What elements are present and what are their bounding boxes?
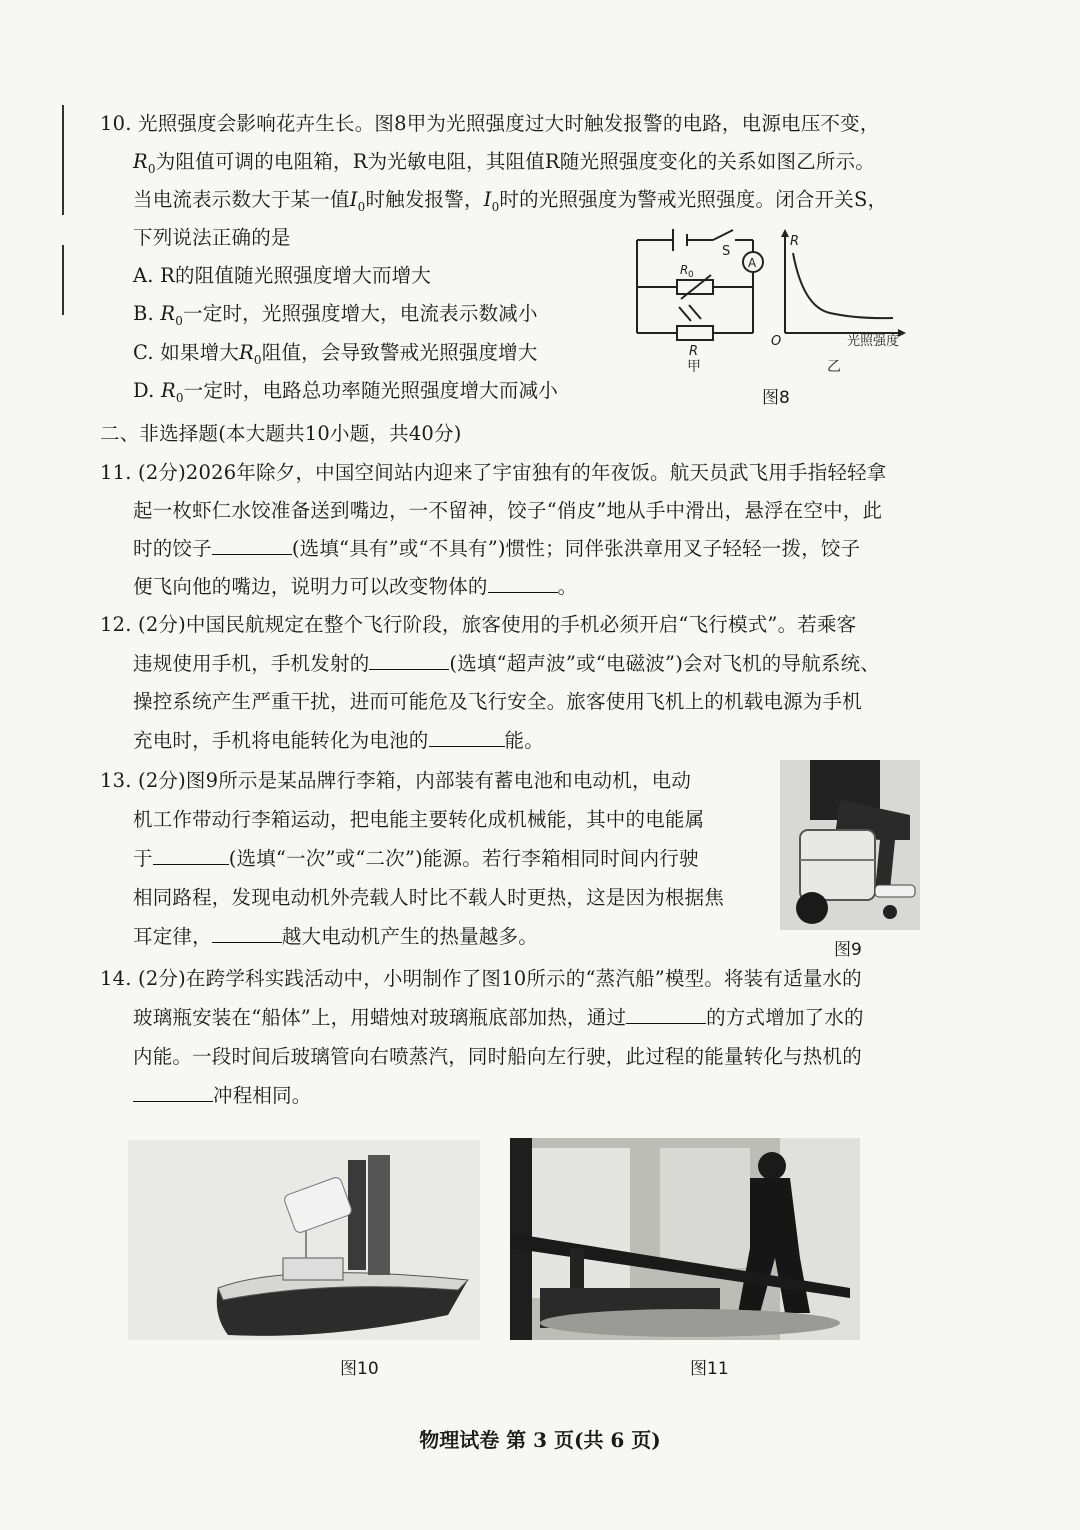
q11-line-3 bbox=[133, 533, 860, 561]
subscript-0: 0 bbox=[357, 199, 366, 214]
answer-blank[interactable] bbox=[212, 941, 282, 943]
q13-line-1: 13. (2分)图9所示是某品牌行李箱，内部装有蓄电池和电动机，电动 bbox=[100, 769, 692, 792]
q10-line-3-part-a: 当电流表示数大于某一值 bbox=[133, 188, 350, 211]
q10-line-2 bbox=[133, 146, 875, 176]
q13-line-3-part-b: (选填“一次”或“二次”)能源。若行李箱相同时间内行驶 bbox=[228, 847, 699, 870]
q10-line-3-part-c: 时的光照强度为警戒光照强度。闭合开关S， bbox=[499, 188, 888, 211]
subscript-0: 0 bbox=[491, 199, 500, 214]
subscript-0: 0 bbox=[175, 313, 184, 328]
graph-curve bbox=[793, 253, 893, 318]
q14-line-4-text: 冲程相同。 bbox=[213, 1084, 312, 1107]
section-2-heading: 二、非选择题(本大题共10小题，共40分) bbox=[100, 422, 462, 445]
r0-label-subscript: 0 bbox=[688, 270, 694, 280]
q11-line-3-part-b: (选填“具有”或“不具有”)惯性；同伴张洪章用叉子轻轻一拨，饺子 bbox=[291, 537, 861, 560]
q13-line-4: 相同路程，发现电动机外壳载人时比不载人时更热，这是因为根据焦 bbox=[133, 886, 725, 909]
figure-9-photo bbox=[780, 760, 920, 930]
fig10-caption: 图10 bbox=[340, 1359, 379, 1379]
graph-origin: O bbox=[771, 334, 782, 349]
margin-mark-mid bbox=[62, 245, 64, 315]
graph-label-yi: 乙 bbox=[827, 359, 841, 375]
subscript-0: 0 bbox=[175, 390, 184, 405]
x-axis-arrowhead bbox=[898, 329, 906, 337]
answer-blank[interactable] bbox=[369, 668, 449, 670]
page-footer: 物理试卷 第 3 页(共 6 页) bbox=[419, 1428, 661, 1452]
q11-line-4-part-b: 。 bbox=[557, 575, 578, 598]
q14-line-2-part-a: 玻璃瓶安装在“船体”上，用蜡烛对玻璃瓶底部加热，通过 bbox=[133, 1006, 627, 1029]
steam-boat-illustration bbox=[128, 1140, 480, 1340]
q12-line-2-part-a: 违规使用手机，手机发射的 bbox=[133, 652, 370, 675]
ammeter-label: A bbox=[748, 256, 757, 270]
r-label: R bbox=[689, 344, 699, 359]
fig8-caption: 图8 bbox=[762, 388, 790, 408]
q10-line-2-text: 为阻值可调的电阻箱，R为光敏电阻，其阻值R随光照强度变化的关系如图乙所示。 bbox=[155, 150, 875, 173]
light-arrow bbox=[679, 307, 691, 321]
figure-10-photo bbox=[128, 1140, 480, 1340]
r0-symbol: R bbox=[239, 341, 254, 364]
fig9-caption: 图9 bbox=[834, 940, 862, 960]
q13-line-3 bbox=[133, 843, 699, 871]
q13-line-5-part-b: 越大电动机产生的热量越多。 bbox=[281, 925, 538, 948]
option-c-prefix: C. 如果增大 bbox=[133, 341, 240, 364]
r0-label: R bbox=[680, 263, 689, 277]
option-d-prefix: D. bbox=[133, 379, 161, 402]
suitcase-rider-illustration bbox=[780, 760, 920, 930]
q13-line-3-part-a: 于 bbox=[133, 847, 153, 870]
q14-line-2-part-b: 的方式增加了水的 bbox=[706, 1006, 864, 1029]
r-photoresistor-box bbox=[677, 326, 713, 340]
q10-option-c bbox=[133, 337, 538, 367]
q10-line-1: 10. 光照强度会影响花卉生长。图8甲为光照强度过大时触发报警的电路，电源电压不变， bbox=[100, 112, 880, 135]
q11-line-2: 起一枚虾仁水饺准备送到嘴边，一不留神，饺子“俏皮”地从手中滑出，悬浮在空中，此 bbox=[133, 499, 883, 522]
q14-line-4 bbox=[133, 1080, 312, 1108]
switch-label: S bbox=[722, 244, 731, 259]
margin-mark-top bbox=[62, 105, 64, 215]
figure-8 bbox=[625, 225, 925, 375]
q14-line-1: 14. (2分)在跨学科实践活动中，小明制作了图10所示的“蒸汽船”模型。将装有适量水的 bbox=[100, 967, 862, 990]
option-c-text: 阻值，会导致警戒光照强度增大 bbox=[261, 341, 538, 364]
q10-line-3-part-b: 时触发报警， bbox=[365, 188, 484, 211]
q14-line-2 bbox=[133, 1002, 864, 1030]
i0-symbol: I bbox=[483, 188, 492, 211]
q12-line-3: 操控系统产生严重干扰，进而可能危及飞行安全。旅客使用飞机上的机载电源为手机 bbox=[133, 690, 862, 713]
q10-option-a: A. R的阻值随光照强度增大而增大 bbox=[133, 264, 432, 287]
q10-option-d bbox=[133, 375, 558, 405]
answer-blank[interactable] bbox=[133, 1100, 213, 1102]
answer-blank[interactable] bbox=[212, 553, 292, 555]
graph-y-label: R bbox=[790, 234, 800, 249]
q10-line-3 bbox=[133, 184, 887, 214]
subscript-0: 0 bbox=[147, 161, 156, 176]
option-b-text: 一定时，光照强度增大，电流表示数减小 bbox=[183, 302, 538, 325]
q12-line-2 bbox=[133, 648, 880, 676]
i0-symbol: I bbox=[349, 188, 358, 211]
q12-line-1: 12. (2分)中国民航规定在整个飞行阶段，旅客使用的手机必须开启“飞行模式”。若乘客 bbox=[100, 613, 857, 636]
q11-line-4 bbox=[133, 571, 577, 599]
subscript-0: 0 bbox=[253, 352, 262, 367]
q10-line-4: 下列说法正确的是 bbox=[133, 226, 291, 249]
q11-line-3-part-a: 时的饺子 bbox=[133, 537, 212, 560]
answer-blank[interactable] bbox=[153, 863, 229, 865]
q11-line-4-part-a: 便飞向他的嘴边，说明力可以改变物体的 bbox=[133, 575, 488, 598]
r0-symbol: R bbox=[160, 379, 176, 402]
r0-symbol: R bbox=[160, 302, 176, 325]
q12-line-4-part-b: 能。 bbox=[504, 729, 544, 752]
fig11-caption: 图11 bbox=[690, 1359, 729, 1379]
q13-line-5 bbox=[133, 921, 538, 949]
answer-blank[interactable] bbox=[429, 745, 505, 747]
q11-line-1: 11. (2分)2026年除夕，中国空间站内迎来了宇宙独有的年夜饭。航天员武飞用手指轻轻拿 bbox=[100, 461, 887, 484]
r0-symbol: R bbox=[133, 150, 148, 173]
light-arrow bbox=[689, 305, 701, 319]
q14-line-3: 内能。一段时间后玻璃管向右喷蒸汽，同时船向左行驶，此过程的能量转化与热机的 bbox=[133, 1045, 862, 1068]
figure-11-photo bbox=[510, 1138, 860, 1340]
q12-line-2-part-b: (选填“超声波”或“电磁波”)会对飞机的导航系统、 bbox=[449, 652, 880, 675]
q12-line-4-part-a: 充电时，手机将电能转化为电池的 bbox=[133, 729, 429, 752]
answer-blank[interactable] bbox=[488, 591, 558, 593]
answer-blank[interactable] bbox=[626, 1022, 706, 1024]
option-b-prefix: B. bbox=[133, 302, 161, 325]
q10-option-b bbox=[133, 298, 538, 328]
q12-line-4 bbox=[133, 725, 544, 753]
q13-line-2: 机工作带动行李箱运动，把电能主要转化成机械能，其中的电能属 bbox=[133, 808, 705, 831]
y-axis-arrowhead bbox=[781, 229, 789, 237]
circuit-label-jia: 甲 bbox=[687, 359, 701, 375]
switch-lever bbox=[713, 230, 733, 240]
graph-x-label: 光照强度 bbox=[847, 334, 900, 349]
lever-illustration bbox=[510, 1138, 860, 1340]
option-d-text: 一定时，电路总功率随光照强度增大而减小 bbox=[183, 379, 558, 402]
q13-line-5-part-a: 耳定律， bbox=[133, 925, 212, 948]
